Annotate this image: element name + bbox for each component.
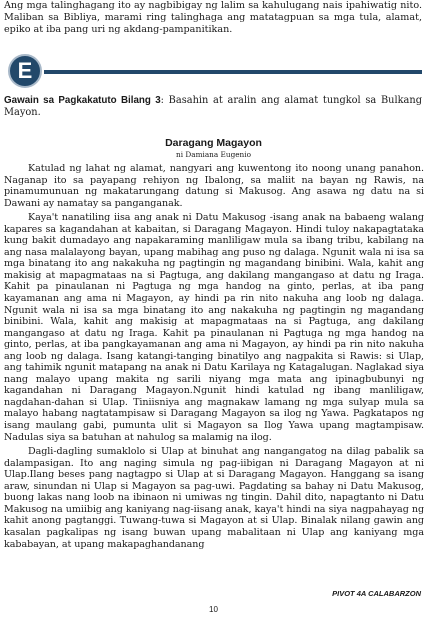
story-paragraph: Kaya't nanatiling iisa ang anak ni Datu Makusog -isang anak na babaeng walang kapares sa kagandahan at kabaitan, si Daragang Magayon. Hindi tuloy nakapagtataka kung bakit dumadayo ang napakaraming manliligaw mula sa ibang tribu, kabilang na ang nasa malalayong bayan, upang mabihag ang puso ng dalaga. Ngunit wala ni isa sa mga binatang ito ang nakakuha ng pagtingin ng magandang binibini. Wala, kahit ang makisig at mapagmataas na si Pagtuga, ang dakilang mangangaso at datu ng Iraga. Kahit pa pinaulanan ni Pagtuga ng mga handog na ginto, perlas, at iba pang kayamanan ang ama ni Magayon, ay hindi pa rin nito nakuha ang loob ng dalaga. Ngunit wala ni isa sa mga binatang ito ang nakakuha ng pagtingin ng magandang binibini. Wala, kahit ang makisig at mapagmataas na si Pagtuga, ang dakilang mangangaso at datu ng Iraga. Kahit pa pinaulanan ni Pagtuga ng mga handog na ginto, perlas, at iba pangkayamanan ang ama ni Magayon, ay hindi pa rin nito nakuha ang loob ng dalaga. Isang katangi-tanging binatilyo ang nagpakita si Rawis: si Ulap, ang tahimik ngunit matapang na anak ni Datu Karilaya ng Katagalugan. Naglakad siya nang malayo upang makita ng sarili niyang mga mata ang ipinagbubunyi ng kagandahan ni Daragang Magayon.Ngunit hindi katulad ng ibang manliligaw, nagdahan-dahan si Ulap. Tiniisniya ang magnakaw lamang ng mga sulyap mula sa malayo habang nagtatampisaw si Daragang Magayon sa ilog ng Yawa. Pagkatapos ng isang maulang gabi, pumunta ulit si Magayon sa Ilog Yawa upang magtampisaw. Nadulas siya sa batuhan at nahulog sa malamig na ilog.: [4, 212, 424, 443]
story-body: [4, 163, 424, 553]
story-title: Daragang Magayon: [165, 137, 262, 149]
intro-paragraph: [4, 0, 422, 36]
task-label: Gawain sa Pagkakatuto Bilang 3: [4, 95, 161, 106]
task-text: : Basahin at aralin ang alamat tungkol sa Bulkang Mayon.: [4, 95, 422, 119]
story-paragraph: Dagli-dagling sumaklolo si Ulap at binuhat ang nangangatog na dilag pabalik sa dalampasigan. Ito ang naging simula ng pag-iibigan ni Daragang Magayon at ni Ulap.Ilang beses pang nagtagpo si Ulap at si Daragang Magayon. Hanggang sa isang araw, sinundan ni Ulap si Magayon sa pag-uwi. Pagdating sa bahay ni Datu Makusog, buong lakas nang loob na ibinaon ni umiwas ng tingin. Dahil dito, napagtanto ni Datu Makusog na umiibig ang kaniyang nag-iisang anak, kaya't hindi na siya nagpahayag ng kahit anong pagtanggi. Tuwang-tuwa si Magayon at si Ulap. Binalak nilang gawin ang kasalan pagkalipas ng isang buwan upang mabalitaan ni Ulap ang kaniyang mga kababayan, at upang makapaghandanang: [4, 446, 424, 550]
task-instruction: [4, 95, 422, 120]
section-header: [6, 54, 422, 92]
story-author: ni Damiana Eugenio: [176, 150, 251, 159]
section-divider: [44, 70, 422, 74]
section-letter-badge: E: [8, 54, 42, 88]
page-number: 10: [209, 605, 218, 614]
story-paragraph: Katulad ng lahat ng alamat, nangyari ang kuwentong ito noong unang panahon. Naganap ito sa payapang rehiyon ng Ibalong, sa maliit na bayan ng Rawis, na pinamumunuan ng makatarungang datung si Makusog. Ang asawa ng datu na si Dawani ay namatay sa panganganak.: [4, 163, 424, 209]
intro-text: Ang mga talinghagang ito ay nagbibigay ng lalim sa kahulugang nais ipahiwatig nito. Maliban sa Bibliya, marami ring talinghaga ang matatagpuan sa mga tula, alamat, epiko at iba pang uri ng akdang-pampanitikan.: [4, 0, 422, 36]
footer-label: PIVOT 4A CALABARZON: [332, 589, 421, 598]
